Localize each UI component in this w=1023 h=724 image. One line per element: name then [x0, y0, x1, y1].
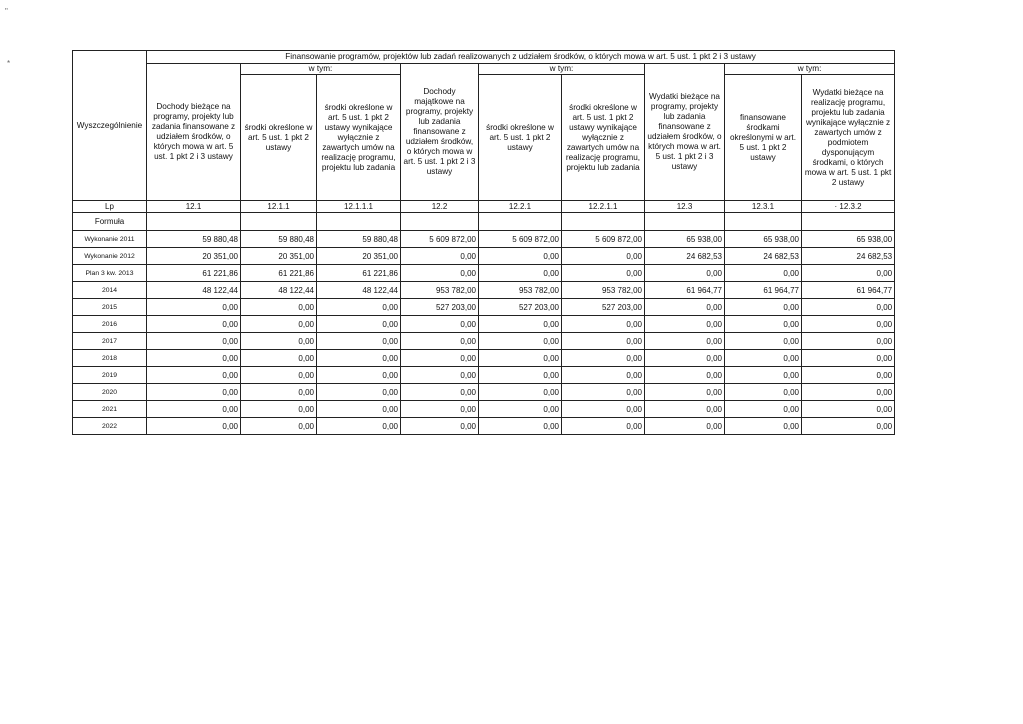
value-cell: 0,00 [479, 333, 562, 350]
value-cell: 527 203,00 [562, 299, 645, 316]
value-cell: 0,00 [725, 367, 802, 384]
row-label: 2017 [73, 333, 147, 350]
row-header-cell: Wyszczególnienie [73, 51, 147, 201]
value-cell: 0,00 [147, 384, 241, 401]
value-cell: 48 122,44 [241, 282, 317, 299]
row-label: 2016 [73, 316, 147, 333]
col-header: środki określone w art. 5 ust. 1 pkt 2 ustawy wynikające wyłącznie z zawartych umów na realizację programu, projektu lub zadania [562, 75, 645, 201]
col-header: Wydatki bieżące na programy, projekty lub zadania finansowane z udziałem środków, o których mowa w art. 5 ust. 1 pkt 2 i 3 ustawy [645, 64, 725, 201]
value-cell: 0,00 [645, 265, 725, 282]
value-cell: 0,00 [147, 350, 241, 367]
scan-mark-side: * [7, 59, 11, 68]
value-cell: 0,00 [241, 333, 317, 350]
table-row [73, 367, 895, 384]
value-cell: 0,00 [317, 299, 401, 316]
value-cell: 953 782,00 [562, 282, 645, 299]
value-cell: 0,00 [645, 333, 725, 350]
value-cell: 0,00 [241, 367, 317, 384]
formula-cell [479, 213, 562, 231]
value-cell: 20 351,00 [147, 248, 241, 265]
value-cell: 0,00 [802, 350, 895, 367]
row-label: 2022 [73, 418, 147, 435]
value-cell: 0,00 [562, 418, 645, 435]
value-cell: 0,00 [401, 265, 479, 282]
row-label: 2015 [73, 299, 147, 316]
value-cell: 0,00 [401, 333, 479, 350]
row-label: 2019 [73, 367, 147, 384]
value-cell: 527 203,00 [401, 299, 479, 316]
lp-cell: 12.1 [147, 201, 241, 213]
formula-cell [562, 213, 645, 231]
value-cell: 0,00 [401, 401, 479, 418]
value-cell: 0,00 [401, 316, 479, 333]
w-tym-label: w tym: [241, 64, 401, 75]
value-cell: 0,00 [317, 316, 401, 333]
value-cell: 24 682,53 [802, 248, 895, 265]
w-tym-label: w tym: [725, 64, 895, 75]
value-cell: 953 782,00 [401, 282, 479, 299]
value-cell: 0,00 [645, 401, 725, 418]
value-cell: 20 351,00 [241, 248, 317, 265]
value-cell: 0,00 [317, 333, 401, 350]
table-row [73, 299, 895, 316]
value-cell: 59 880,48 [147, 231, 241, 248]
formula-cell [317, 213, 401, 231]
table-row [73, 384, 895, 401]
value-cell: 0,00 [562, 350, 645, 367]
lp-cell: 12.2.1.1 [562, 201, 645, 213]
row-label: 2020 [73, 384, 147, 401]
formula-cell [147, 213, 241, 231]
value-cell: 0,00 [645, 316, 725, 333]
value-cell: 0,00 [317, 350, 401, 367]
value-cell: 61 221,86 [241, 265, 317, 282]
value-cell: 0,00 [147, 367, 241, 384]
value-cell: 0,00 [479, 401, 562, 418]
value-cell: 59 880,48 [241, 231, 317, 248]
formula-cell [241, 213, 317, 231]
lp-cell: 12.3.1 [725, 201, 802, 213]
value-cell: 0,00 [401, 350, 479, 367]
value-cell: 5 609 872,00 [401, 231, 479, 248]
value-cell: 0,00 [725, 299, 802, 316]
value-cell: 0,00 [241, 384, 317, 401]
value-cell: 0,00 [479, 248, 562, 265]
table-row [73, 333, 895, 350]
value-cell: 0,00 [562, 367, 645, 384]
value-cell: 59 880,48 [317, 231, 401, 248]
value-cell: 0,00 [725, 316, 802, 333]
value-cell: 61 221,86 [147, 265, 241, 282]
value-cell: 0,00 [479, 384, 562, 401]
lp-cell: 12.2.1 [479, 201, 562, 213]
formula-cell [645, 213, 725, 231]
col-header: finansowane środkami określonymi w art. 5 ust. 1 pkt 2 ustawy [725, 75, 802, 201]
col-header: środki określone w art. 5 ust. 1 pkt 2 ustawy [479, 75, 562, 201]
value-cell: 0,00 [147, 418, 241, 435]
value-cell: 0,00 [802, 299, 895, 316]
value-cell: 0,00 [802, 384, 895, 401]
formula-cell [802, 213, 895, 231]
value-cell: 20 351,00 [317, 248, 401, 265]
lp-cell: · 12.3.2 [802, 201, 895, 213]
value-cell: 0,00 [802, 265, 895, 282]
table-row [73, 350, 895, 367]
value-cell: 0,00 [645, 299, 725, 316]
value-cell: 24 682,53 [645, 248, 725, 265]
value-cell: 0,00 [562, 265, 645, 282]
value-cell: 0,00 [401, 367, 479, 384]
value-cell: 953 782,00 [479, 282, 562, 299]
value-cell: 0,00 [645, 367, 725, 384]
value-cell: 0,00 [317, 367, 401, 384]
w-tym-label: w tym: [479, 64, 645, 75]
value-cell: 65 938,00 [645, 231, 725, 248]
formula-cell [401, 213, 479, 231]
value-cell: 0,00 [317, 401, 401, 418]
value-cell: 5 609 872,00 [479, 231, 562, 248]
col-header: Wydatki bieżące na realizację programu, projektu lub zadania wynikające wyłącznie z zawartych umów z podmiotem dysponującym środkami, o których mowa w art. 5 ust. 1 pkt 2 ustawy [802, 75, 895, 201]
value-cell: 0,00 [645, 350, 725, 367]
lp-cell: 12.1.1 [241, 201, 317, 213]
formula-label: Formuła [73, 213, 147, 231]
value-cell: 61 964,77 [802, 282, 895, 299]
scan-mark-top: " [5, 7, 8, 16]
value-cell: 24 682,53 [725, 248, 802, 265]
value-cell: 0,00 [241, 418, 317, 435]
value-cell: 0,00 [241, 350, 317, 367]
value-cell: 0,00 [802, 333, 895, 350]
value-cell: 0,00 [802, 418, 895, 435]
row-label: 2021 [73, 401, 147, 418]
value-cell: 0,00 [645, 418, 725, 435]
row-label: Plan 3 kw. 2013 [73, 265, 147, 282]
value-cell: 0,00 [401, 418, 479, 435]
value-cell: 0,00 [725, 384, 802, 401]
lp-cell: 12.2 [401, 201, 479, 213]
value-cell: 5 609 872,00 [562, 231, 645, 248]
table-row [73, 418, 895, 435]
value-cell: 0,00 [562, 384, 645, 401]
financing-table [72, 50, 895, 435]
value-cell: 0,00 [147, 299, 241, 316]
value-cell: 0,00 [241, 401, 317, 418]
value-cell: 61 964,77 [725, 282, 802, 299]
lp-cell: 12.1.1.1 [317, 201, 401, 213]
value-cell: 0,00 [241, 316, 317, 333]
value-cell: 65 938,00 [802, 231, 895, 248]
table-row [73, 316, 895, 333]
value-cell: 0,00 [401, 248, 479, 265]
value-cell: 0,00 [317, 384, 401, 401]
lp-cell: 12.3 [645, 201, 725, 213]
value-cell: 0,00 [479, 367, 562, 384]
value-cell: 0,00 [725, 265, 802, 282]
value-cell: 0,00 [562, 316, 645, 333]
value-cell: 0,00 [725, 401, 802, 418]
formula-cell [725, 213, 802, 231]
table-row [73, 282, 895, 299]
value-cell: 0,00 [562, 333, 645, 350]
value-cell: 527 203,00 [479, 299, 562, 316]
value-cell: 0,00 [479, 316, 562, 333]
table-row [73, 248, 895, 265]
table-row [73, 265, 895, 282]
value-cell: 0,00 [645, 384, 725, 401]
value-cell: 0,00 [802, 401, 895, 418]
value-cell: 0,00 [562, 401, 645, 418]
value-cell: 0,00 [725, 333, 802, 350]
value-cell: 61 964,77 [645, 282, 725, 299]
table-title: Finansowanie programów, projektów lub zadań realizowanych z udziałem środków, o których mowa w art. 5 ust. 1 pkt 2 i 3 ustawy [147, 51, 895, 64]
row-label: 2018 [73, 350, 147, 367]
col-header: Dochody majątkowe na programy, projekty lub zadania finansowane z udziałem środków, o których mowa w art. 5 ust. 1 pkt 2 i 3 ustawy [401, 64, 479, 201]
value-cell: 0,00 [562, 248, 645, 265]
value-cell: 48 122,44 [147, 282, 241, 299]
value-cell: 0,00 [802, 316, 895, 333]
value-cell: 0,00 [479, 350, 562, 367]
value-cell: 0,00 [317, 418, 401, 435]
value-cell: 0,00 [725, 418, 802, 435]
value-cell: 0,00 [241, 299, 317, 316]
table-row [73, 231, 895, 248]
value-cell: 0,00 [479, 418, 562, 435]
value-cell: 0,00 [401, 384, 479, 401]
row-label: Wykonanie 2012 [73, 248, 147, 265]
value-cell: 0,00 [479, 265, 562, 282]
col-header: środki określone w art. 5 ust. 1 pkt 2 ustawy [241, 75, 317, 201]
table-row [73, 401, 895, 418]
value-cell: 0,00 [147, 316, 241, 333]
value-cell: 0,00 [147, 401, 241, 418]
value-cell: 48 122,44 [317, 282, 401, 299]
col-header: środki określone w art. 5 ust. 1 pkt 2 ustawy wynikające wyłącznie z zawartych umów na realizację programu, projektu lub zadania [317, 75, 401, 201]
value-cell: 0,00 [725, 350, 802, 367]
value-cell: 0,00 [802, 367, 895, 384]
value-cell: 61 221,86 [317, 265, 401, 282]
row-label: 2014 [73, 282, 147, 299]
value-cell: 65 938,00 [725, 231, 802, 248]
value-cell: 0,00 [147, 333, 241, 350]
lp-label: Lp [73, 201, 147, 213]
col-header: Dochody bieżące na programy, projekty lub zadania finansowane z udziałem środków, o których mowa w art. 5 ust. 1 pkt 2 i 3 ustawy [147, 64, 241, 201]
row-label: Wykonanie 2011 [73, 231, 147, 248]
